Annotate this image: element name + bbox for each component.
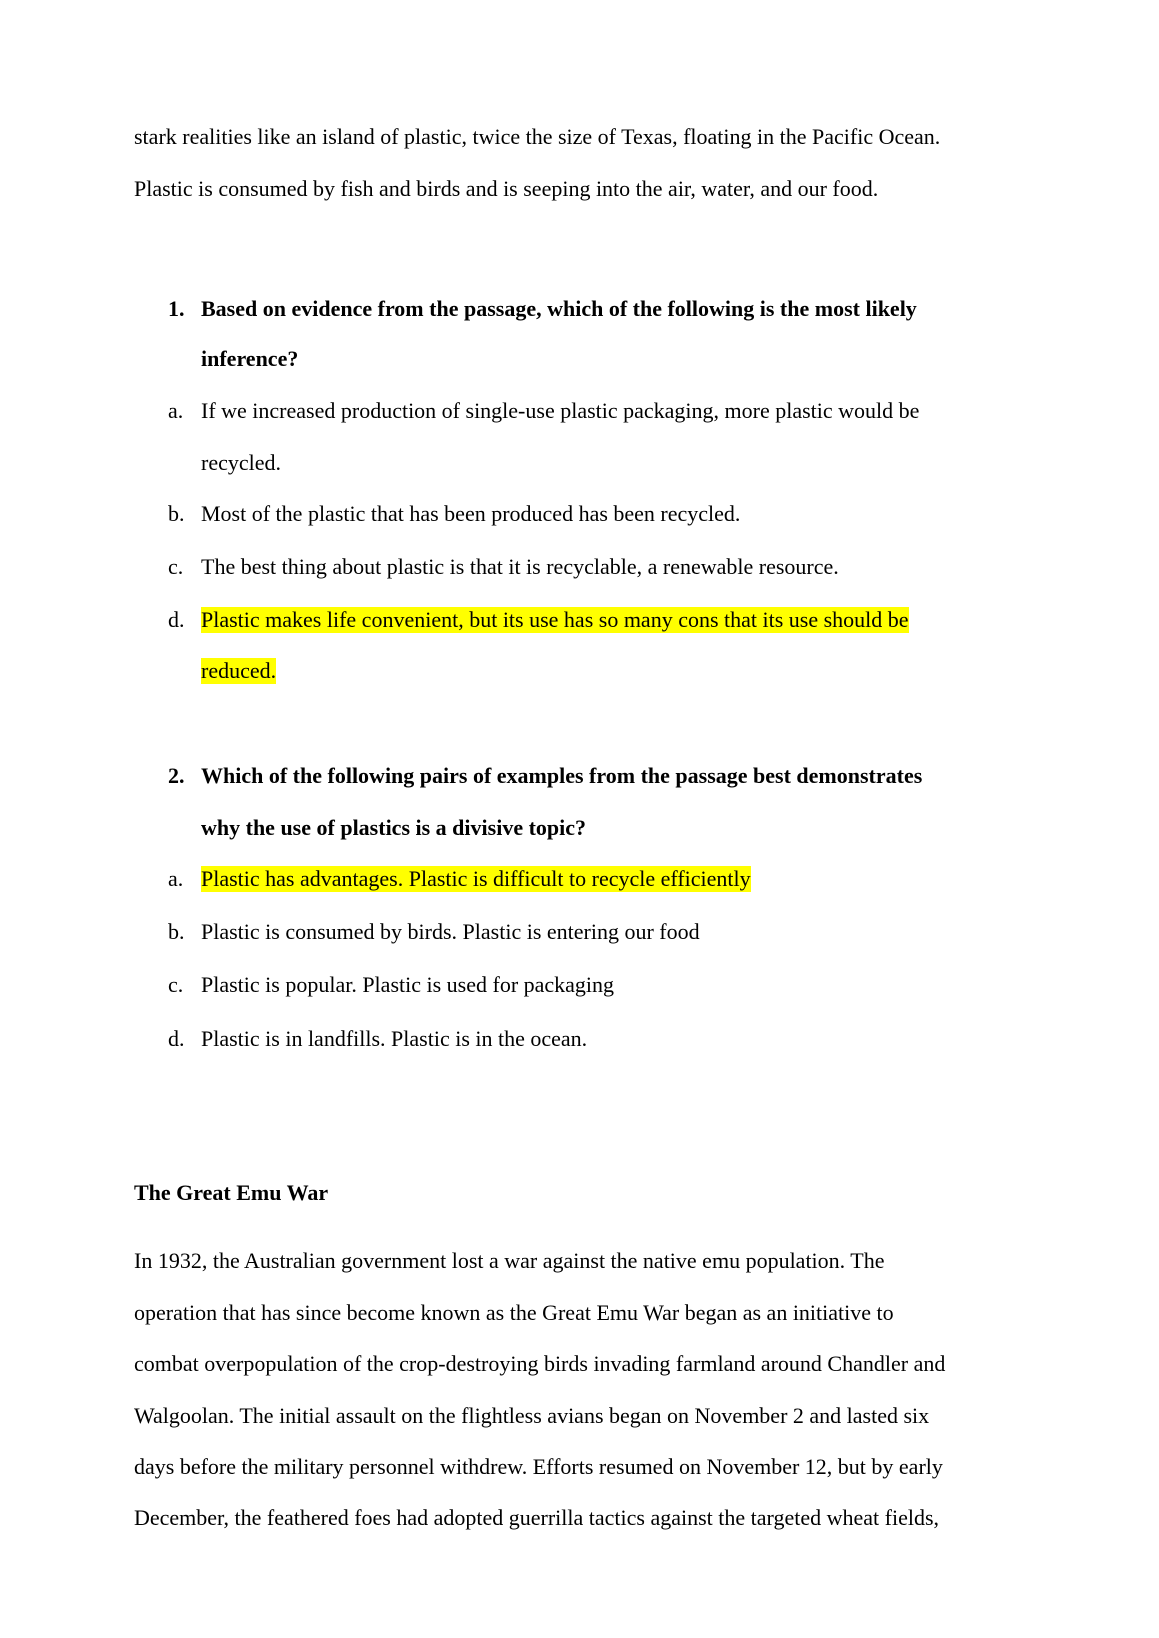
option-letter: a. [168,398,184,423]
passage-line-4: Walgoolan. The initial assault on the flightless avians began on November 2 and lasted six [134,1403,930,1428]
option-letter: a. [168,866,184,891]
option-text-line-1: Plastic is in landfills. Plastic is in the ocean. [201,1026,588,1051]
option-letter: d. [168,607,185,632]
question-1-prompt-line-1: Based on evidence from the passage, which of the following is the most likely [201,296,917,321]
option-text-line-1: The best thing about plastic is that it is recyclable, a renewable resource. [201,554,839,579]
option-text-line-1: Plastic is consumed by birds. Plastic is entering our food [201,919,700,944]
question-2-prompt-line-1: Which of the following pairs of examples from the passage best demonstrates [201,763,923,788]
intro-line-2: Plastic is consumed by fish and birds and is seeping into the air, water, and our food. [134,176,879,201]
option-text-line-2: recycled. [201,450,281,475]
passage-line-5: days before the military personnel withdrew. Efforts resumed on November 12, but by early [134,1454,943,1479]
intro-line-1: stark realities like an island of plastic, twice the size of Texas, floating in the Pacific Ocean. [134,124,941,149]
option-text-line-1: Plastic is popular. Plastic is used for packaging [201,972,615,997]
option-letter: c. [168,972,184,997]
option-text-line-1-highlighted: Plastic has advantages. Plastic is difficult to recycle efficiently [201,866,751,891]
option-letter: d. [168,1026,185,1051]
question-2-number: 2. [168,763,185,788]
question-2-prompt-line-2: why the use of plastics is a divisive topic? [201,815,587,840]
option-text-line-1-highlighted: Plastic makes life convenient, but its use has so many cons that its use should be [201,607,909,632]
section-title: The Great Emu War [134,1180,329,1205]
option-text-line-1: Most of the plastic that has been produced has been recycled. [201,501,741,526]
passage-line-1: In 1932, the Australian government lost a war against the native emu population. The [134,1248,885,1273]
question-1-number: 1. [168,296,185,321]
option-text-line-1: If we increased production of single-use plastic packaging, more plastic would be [201,398,920,423]
option-letter: c. [168,554,184,579]
option-text-line-2-highlighted: reduced. [201,658,277,683]
question-1-prompt-line-2: inference? [201,346,299,371]
passage-line-6: December, the feathered foes had adopted guerrilla tactics against the targeted wheat fields, [134,1505,940,1530]
option-letter: b. [168,919,185,944]
option-letter: b. [168,501,185,526]
passage-line-3: combat overpopulation of the crop-destroying birds invading farmland around Chandler and [134,1351,946,1376]
passage-line-2: operation that has since become known as the Great Emu War began as an initiative to [134,1300,894,1325]
